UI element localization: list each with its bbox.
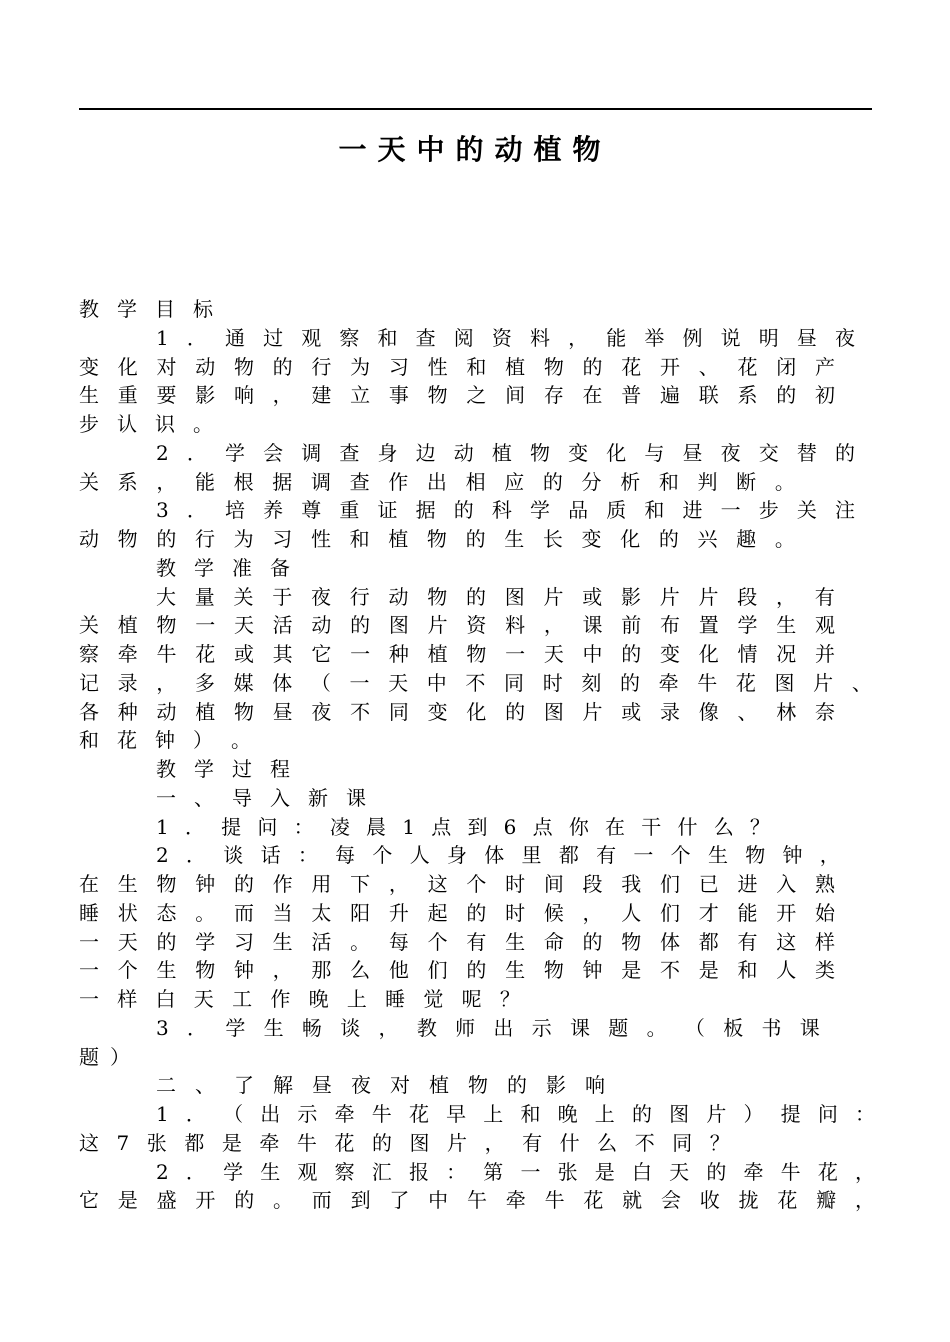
text-line: 2 ． 学 会 调 查 身 边 动 植 物 变 化 与 昼 夜 交 替 的 bbox=[156, 440, 855, 465]
text-line: 记 录 ， 多 媒 体 （ 一 天 中 不 同 时 刻 的 牵 牛 花 图 片 、 bbox=[79, 670, 872, 695]
text-line: 教 学 目 标 bbox=[79, 297, 213, 321]
text-line: 一 个 生 物 钟 ， 那 么 他 们 的 生 物 钟 是 不 是 和 人 类 bbox=[79, 958, 835, 983]
text-line: 3 ． 学 生 畅 谈 ， 教 师 出 示 课 题 。 （ 板 书 课 bbox=[156, 1015, 820, 1040]
text-line: 2 ． 谈 话 ： 每 个 人 身 体 里 都 有 一 个 生 物 钟 ， bbox=[156, 843, 840, 868]
text-line: 一 、 导 入 新 课 bbox=[156, 785, 366, 810]
text-line: 1 ． 提 问 ： 凌 晨 1 点 到 6 点 你 在 干 什 么 ？ bbox=[156, 814, 770, 839]
text-line: 睡 状 态 。 而 当 太 阳 升 起 的 时 候 ， 人 们 才 能 开 始 bbox=[79, 900, 835, 925]
text-line: 动 物 的 行 为 习 性 和 植 物 的 生 长 变 化 的 兴 趣 。 bbox=[79, 527, 795, 551]
text-line: 题 ） bbox=[79, 1044, 130, 1069]
text-line: 关 系 ， 能 根 据 调 查 作 出 相 应 的 分 析 和 判 断 。 bbox=[79, 469, 795, 494]
text-line: 变 化 对 动 物 的 行 为 习 性 和 植 物 的 花 开 、 花 闭 产 bbox=[79, 354, 835, 379]
text-line: 一 样 白 天 工 作 晚 上 睡 觉 呢 ？ bbox=[79, 987, 520, 1011]
text-line: 大 量 关 于 夜 行 动 物 的 图 片 或 影 片 片 段 ， 有 bbox=[156, 584, 835, 609]
text-line: 这 7 张 都 是 牵 牛 花 的 图 片 ， 有 什 么 不 同 ？ bbox=[79, 1130, 730, 1155]
text-line: 步 认 识 。 bbox=[79, 412, 213, 436]
text-line: 3 ． 培 养 尊 重 证 据 的 科 学 品 质 和 进 一 步 关 注 bbox=[156, 498, 855, 523]
text-line: 察 牵 牛 花 或 其 它 一 种 植 物 一 天 中 的 变 化 情 况 并 bbox=[79, 642, 835, 666]
text-line: 和 花 钟 ） 。 bbox=[79, 728, 251, 753]
text-line: 生 重 要 影 响 ， 建 立 事 物 之 间 存 在 普 遍 联 系 的 初 bbox=[79, 383, 835, 408]
text-line: 各 种 动 植 物 昼 夜 不 同 变 化 的 图 片 或 录 像 、 林 奈 bbox=[79, 699, 835, 724]
text-line: 关 植 物 一 天 活 动 的 图 片 资 料 ， 课 前 布 置 学 生 观 bbox=[79, 613, 835, 638]
text-line: 1 ． 通 过 观 察 和 查 阅 资 料 ， 能 举 例 说 明 昼 夜 bbox=[156, 325, 855, 350]
text-line: 1 ． （ 出 示 牵 牛 花 早 上 和 晚 上 的 图 片 ） 提 问 ： bbox=[156, 1102, 875, 1126]
text-line: 它 是 盛 开 的 。 而 到 了 中 午 牵 牛 花 就 会 收 拢 花 瓣 ， bbox=[79, 1188, 875, 1213]
text-line: 2 ． 学 生 观 察 汇 报 ： 第 一 张 是 白 天 的 牵 牛 花 ， bbox=[156, 1159, 875, 1184]
text-line: 一 天 的 学 习 生 活 。 每 个 有 生 命 的 物 体 都 有 这 样 bbox=[79, 929, 835, 954]
text-line: 教 学 过 程 bbox=[156, 757, 290, 781]
text-line: 二 、 了 解 昼 夜 对 植 物 的 影 响 bbox=[156, 1073, 605, 1098]
document-title: 一天中的动植物 bbox=[338, 133, 612, 166]
text-line: 教 学 准 备 bbox=[156, 555, 290, 580]
text-line: 在 生 物 钟 的 作 用 下 ， 这 个 时 间 段 我 们 已 进 入 熟 bbox=[79, 872, 835, 896]
